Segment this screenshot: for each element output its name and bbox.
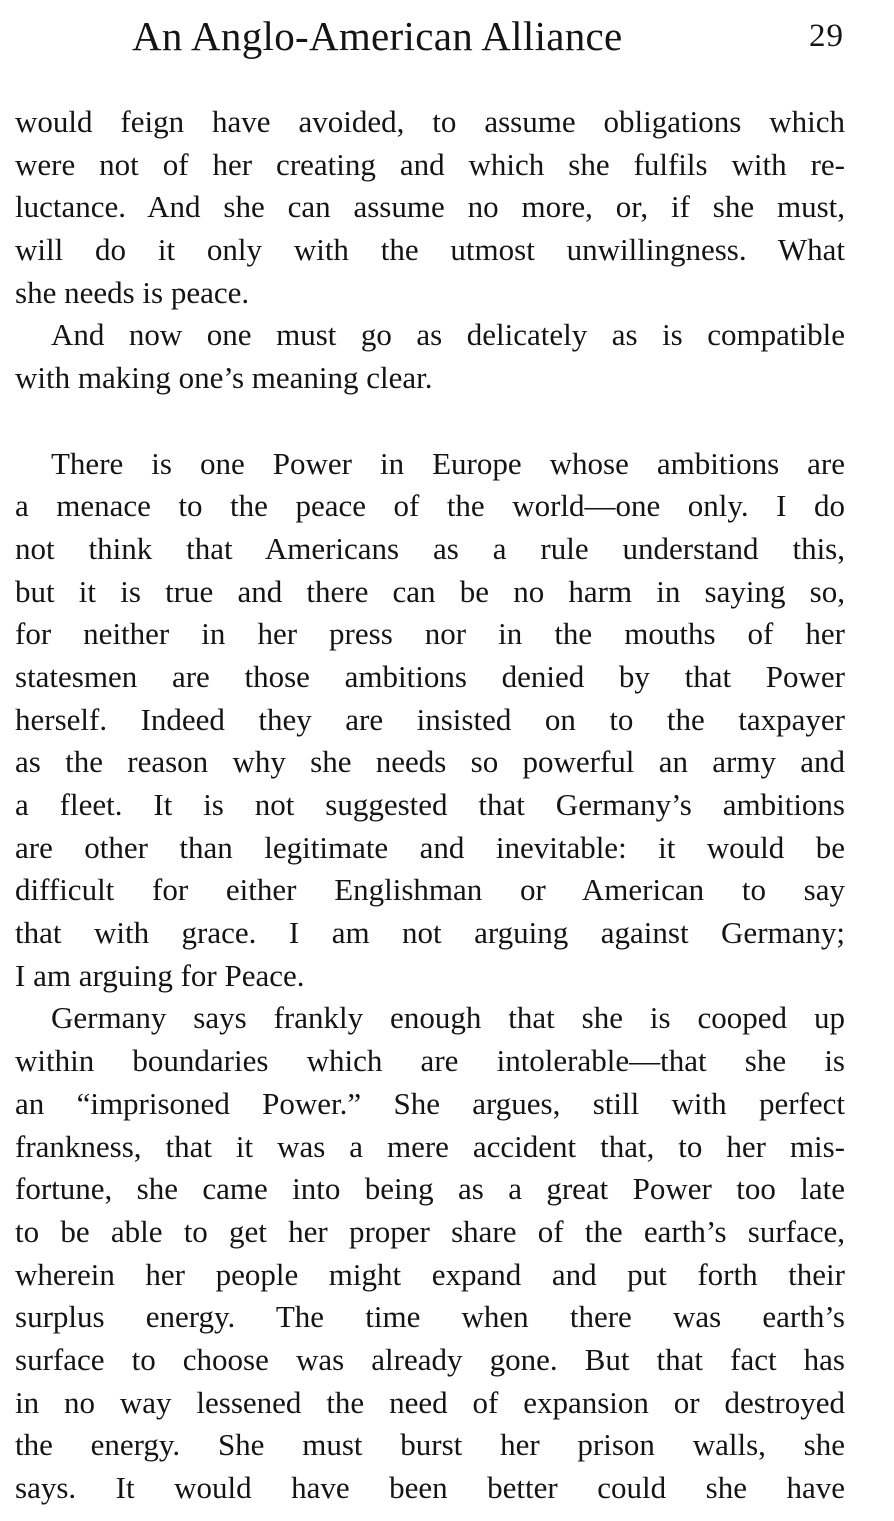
paragraph xyxy=(15,443,845,998)
text-line: surface to choose was already gone. But that fact has xyxy=(15,1341,845,1377)
text-line: a menace to the peace of the world—one only. I do xyxy=(15,488,845,524)
text-line: wherein her people might expand and put forth their xyxy=(15,1256,845,1292)
running-title: An Anglo-American Alliance xyxy=(132,13,623,59)
section-break xyxy=(15,400,845,443)
text-line: an “imprisoned Power.” She argues, still with perfect xyxy=(15,1085,845,1121)
text-line: that with grace. I am not arguing against Germany; xyxy=(15,915,845,951)
text-line: Germany says frankly enough that she is cooped up xyxy=(51,1000,845,1036)
text-line: luctance. And she can assume no more, or, if she must, xyxy=(15,189,845,225)
page-number: 29 xyxy=(809,18,844,54)
text-line: in no way lessened the need of expansion or destroyed xyxy=(15,1384,845,1420)
paragraph-continued xyxy=(15,101,845,314)
running-head xyxy=(14,8,844,64)
text-line: are other than legitimate and inevitable: it would be xyxy=(15,829,845,865)
text-line: herself. Indeed they are insisted on to the taxpayer xyxy=(15,701,845,737)
paragraph xyxy=(15,314,845,399)
text-line: statesmen are those ambitions denied by that Power xyxy=(15,658,845,694)
text-line: difficult for either Englishman or American to say xyxy=(15,872,845,908)
body-text xyxy=(15,101,845,1510)
text-line: the energy. She must burst her prison walls, she xyxy=(15,1427,845,1463)
text-line: with making one’s meaning clear. xyxy=(15,360,433,396)
text-line: for neither in her press nor in the mouths of her xyxy=(15,616,845,652)
text-line: surplus energy. The time when there was earth’s xyxy=(15,1299,845,1335)
text-line: frankness, that it was a mere accident that, to her mis- xyxy=(15,1128,845,1164)
text-line: she needs is peace. xyxy=(15,274,250,310)
text-line: will do it only with the utmost unwillingness. What xyxy=(15,232,845,268)
text-line: And now one must go as delicately as is compatible xyxy=(51,317,845,353)
text-line: but it is true and there can be no harm in saying so, xyxy=(15,573,845,609)
text-line: would feign have avoided, to assume obligations which xyxy=(15,104,845,139)
text-line: fortune, she came into being as a great Power too late xyxy=(15,1171,845,1207)
text-line: to be able to get her proper share of the earth’s surface, xyxy=(15,1213,845,1249)
paragraph xyxy=(15,997,845,1509)
text-line: not think that Americans as a rule understand this, xyxy=(15,530,845,566)
text-line: within boundaries which are intolerable—that she is xyxy=(15,1043,845,1079)
text-line: as the reason why she needs so powerful an army and xyxy=(15,744,845,780)
text-line: says. It would have been better could she have xyxy=(15,1470,845,1505)
text-line: a fleet. It is not suggested that Germany’s ambitions xyxy=(15,787,845,822)
text-line: There is one Power in Europe whose ambitions are xyxy=(51,445,845,481)
text-line: were not of her creating and which she fulfils with re- xyxy=(15,146,845,182)
text-line: I am arguing for Peace. xyxy=(15,957,305,993)
